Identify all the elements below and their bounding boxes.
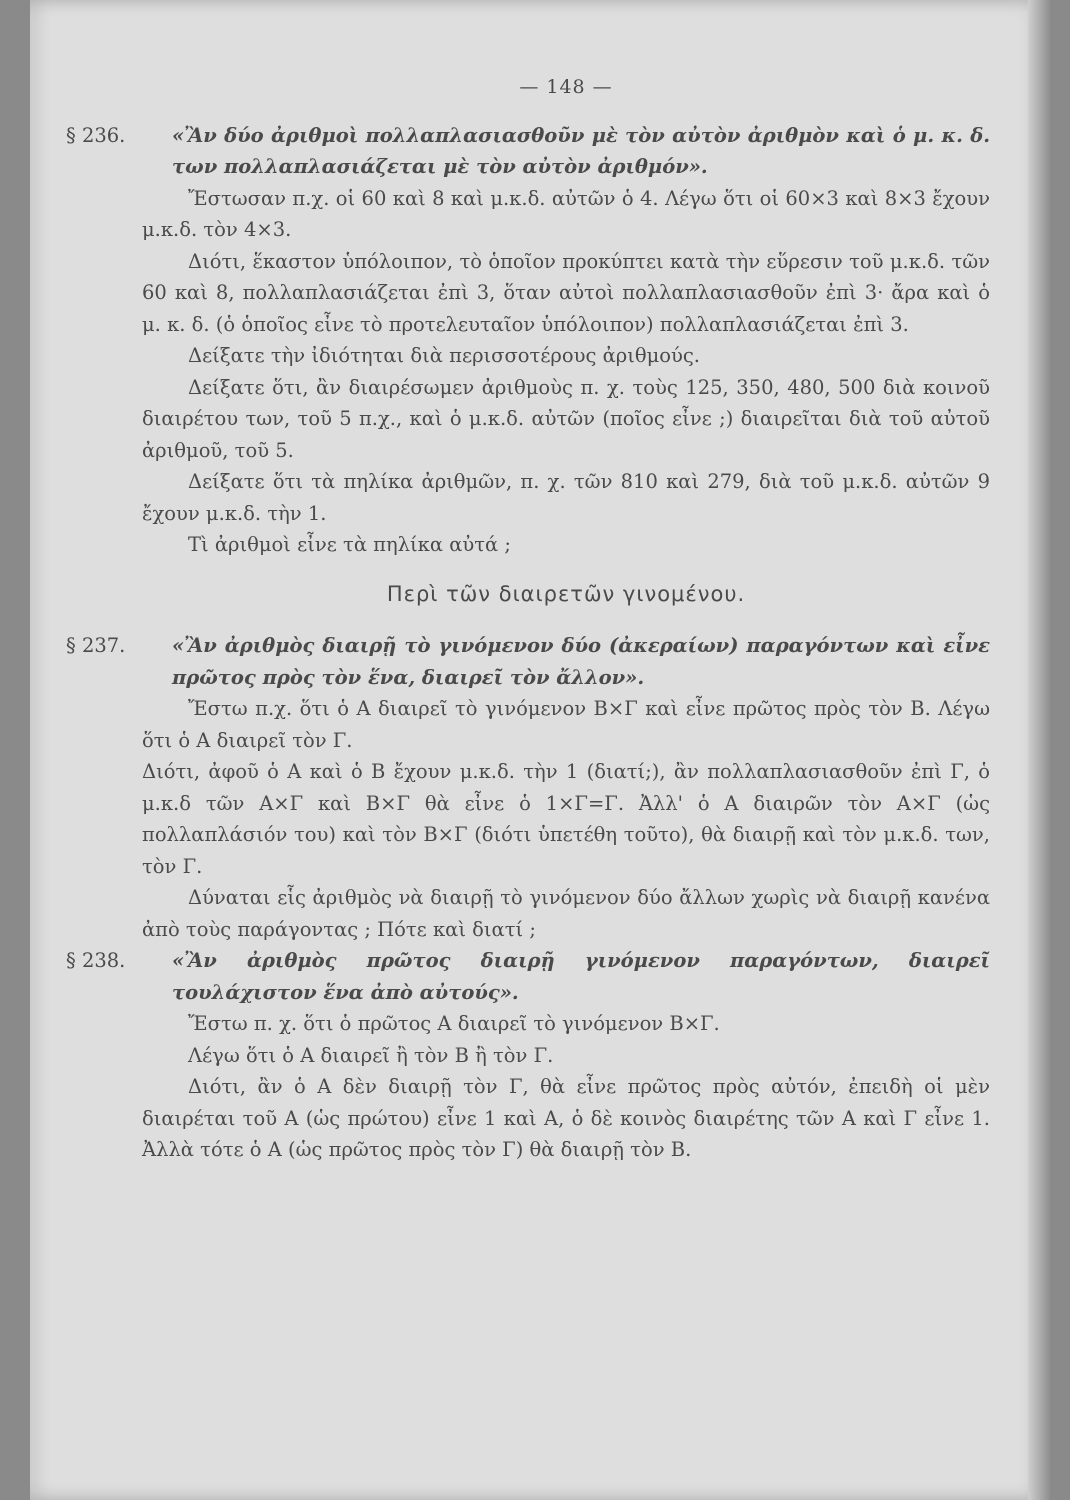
section-heading: Περὶ τῶν διαιρετῶν γινομένου. (386, 581, 746, 606)
page-number: — 148 — (519, 76, 613, 98)
paragraph-236-3: Δείξατε τὴν ἰδιότηται διὰ περισσοτέρους ἀριθμούς. (188, 344, 701, 367)
theorem-237-text: «Ἂν ἀριθμὸς διαιρῇ τὸ γινόμενον δύο (ἀκεραίων) παραγόντων καὶ εἶνε πρῶτος πρὸς τὸν ἕνα, διαιρεῖ τὸν ἄλλον». (172, 634, 990, 689)
section-number-236: § 236. (66, 123, 126, 147)
page-text (66, 72, 990, 1166)
theorem-237 (66, 630, 990, 693)
theorem-236 (66, 120, 990, 183)
paragraph-236-6: Τὶ ἀριθμοὶ εἶνε τὰ πηλίκα αὐτά ; (188, 533, 511, 556)
paragraph-237-2: Διότι, ἀφοῦ ὁ Α καὶ ὁ Β ἔχουν μ.κ.δ. τὴν 1 (διατί;), ἂν πολλαπλασιασθοῦν ἐπὶ Γ, ὁ μ.κ.δ τῶν Α×Γ καὶ Β×Γ θὰ εἶνε ὁ 1×Γ=Γ. Ἀλλ' ὁ Α διαιρῶν τὸν Α×Γ (ὡς πολλαπλάσιόν του) καὶ τὸν Β×Γ (διότι ὑπετέθη τοῦτο), θὰ διαιρῇ καὶ τὸν μ.κ.δ. των, τὸν Γ. (142, 760, 990, 878)
theorem-238 (66, 945, 990, 1008)
section-number-237: § 237. (66, 634, 126, 657)
book-spine (1028, 0, 1050, 1500)
paragraph-236-2: Διότι, ἕκαστον ὑπόλοιπον, τὸ ὁποῖον προκύπτει κατὰ τὴν εὕρεσιν τοῦ μ.κ.δ. τῶν 60 καὶ 8, πολλαπλασιάζεται ἐπὶ 3, ὅταν αὐτοὶ πολλαπλασιασθοῦν ἐπὶ 3· ἄρα καὶ ὁ μ. κ. δ. (ὁ ὁποῖος εἶνε τὸ προτελευταῖον ὑπόλοιπον) πολλαπλασιάζεται ἐπὶ 3. (142, 249, 990, 336)
paragraph-238-1: Ἔστω π. χ. ὅτι ὁ πρῶτος Α διαιρεῖ τὸ γινόμενον Β×Γ. (188, 1012, 720, 1035)
theorem-238-text: «Ἂν ἀριθμὸς πρῶτος διαιρῇ γινόμενον παραγόντων, διαιρεῖ τουλάχιστον ἕνα ἀπὸ αὐτούς». (172, 949, 990, 1004)
section-number-238: § 238. (66, 949, 126, 972)
paragraph-236-1: Ἔστωσαν π.χ. οἱ 60 καὶ 8 καὶ μ.κ.δ. αὐτῶν ὁ 4. Λέγω ὅτι οἱ 60×3 καὶ 8×3 ἔχουν μ.κ.δ. τὸν 4×3. (142, 186, 990, 241)
paragraph-237-3: Δύναται εἷς ἀριθμὸς νὰ διαιρῇ τὸ γινόμενον δύο ἄλλων χωρὶς νὰ διαιρῇ κανένα ἀπὸ τοὺς παράγοντας ; Πότε καὶ διατί ; (142, 886, 990, 941)
paragraph-236-4: Δείξατε ὅτι, ἂν διαιρέσωμεν ἀριθμοὺς π. χ. τοὺς 125, 350, 480, 500 διὰ κοινοῦ διαιρέτου των, τοῦ 5 π.χ., καὶ ὁ μ.κ.δ. αὐτῶν (ποῖος εἶνε ;) διαιρεῖται διὰ τοῦ αὐτοῦ ἀριθμοῦ, τοῦ 5. (142, 375, 990, 462)
paragraph-236-5: Δείξατε ὅτι τὰ πηλίκα ἀριθμῶν, π. χ. τῶν 810 καὶ 279, διὰ τοῦ μ.κ.δ. αὐτῶν 9 ἔχουν μ.κ.δ. τὴν 1. (142, 470, 990, 525)
paragraph-238-2: Λέγω ὅτι ὁ Α διαιρεῖ ἢ τὸν Β ἢ τὸν Γ. (188, 1043, 554, 1067)
paragraph-237-1: Ἔστω π.χ. ὅτι ὁ Α διαιρεῖ τὸ γινόμενον Β×Γ καὶ εἶνε πρῶτος πρὸς τὸν Β. Λέγω ὅτι ὁ Α διαιρεῖ τὸν Γ. (142, 697, 990, 752)
book-page (30, 0, 1050, 1500)
theorem-236-text: «Ἂν δύο ἀριθμοὶ πολλαπλασιασθοῦν μὲ τὸν αὐτὸν ἀριθμὸν καὶ ὁ μ. κ. δ. των πολλαπλασιάζεται μὲ τὸν αὐτὸν ἀριθμόν». (172, 123, 990, 178)
paragraph-238-3: Διότι, ἂν ὁ Α δὲν διαιρῇ τὸν Γ, θὰ εἶνε πρῶτος πρὸς αὐτόν, ἐπειδὴ οἱ μὲν διαιρέται τοῦ Α (ὡς πρώτου) εἶνε 1 καὶ Α, ὁ δὲ κοινὸς διαιρέτης τῶν Α καὶ Γ εἶνε 1. Ἀλλὰ τότε ὁ Α (ὡς πρῶτος πρὸς τὸν Γ) θὰ διαιρῇ τὸν Β. (142, 1075, 990, 1161)
